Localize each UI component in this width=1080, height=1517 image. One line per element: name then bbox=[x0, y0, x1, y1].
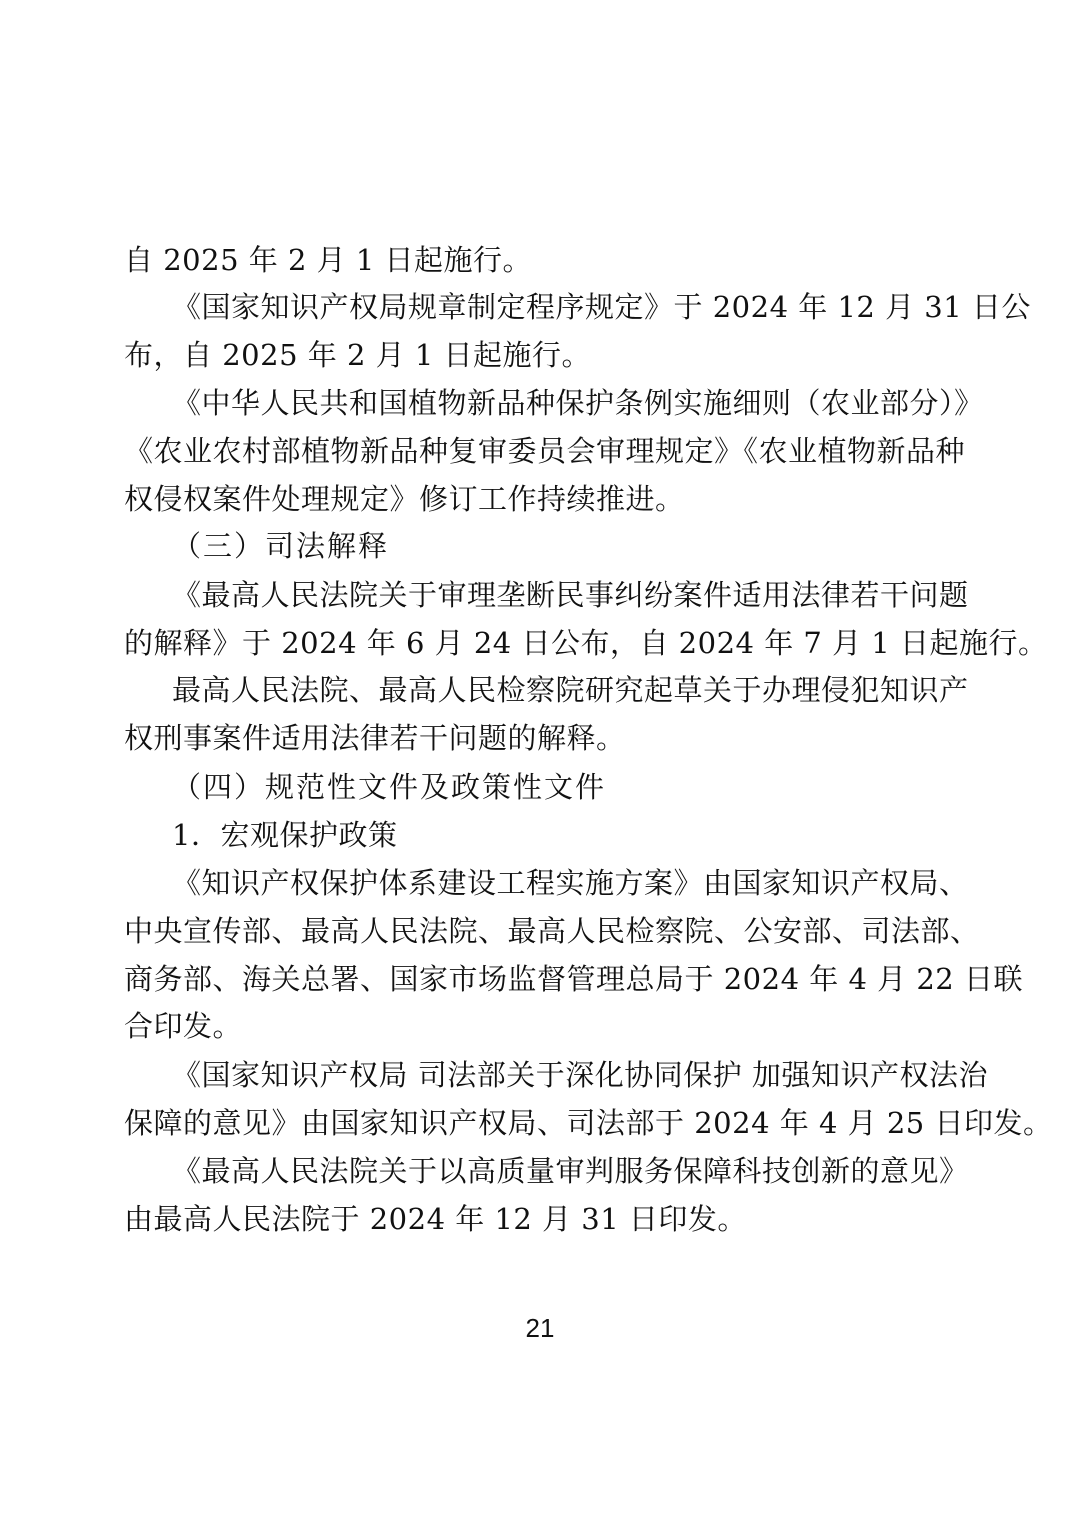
text-line: 中央宣传部、最高人民法院、最高人民检察院、公安部、司法部、 bbox=[124, 914, 980, 948]
text-line: 保障的意见》由国家知识产权局、司法部于 2024 年 4 月 25 日印发。 bbox=[124, 1106, 1053, 1140]
text-line: 最高人民法院、最高人民检察院研究起草关于办理侵犯知识产 bbox=[172, 673, 969, 707]
text-line: 权刑事案件适用法律若干问题的解释。 bbox=[124, 721, 626, 755]
text-line: 《国家知识产权局规章制定程序规定》于 2024 年 12 月 31 日公 bbox=[172, 290, 1031, 324]
page-number: 21 bbox=[525, 1313, 555, 1343]
text-line: 自 2025 年 2 月 1 日起施行。 bbox=[124, 243, 533, 277]
text-line: 《知识产权保护体系建设工程实施方案》由国家知识产权局、 bbox=[172, 866, 969, 900]
text-line: 《国家知识产权局 司法部关于深化协同保护 加强知识产权法治 bbox=[172, 1058, 988, 1092]
text-line: 《中华人民共和国植物新品种保护条例实施细则（农业部分）》 bbox=[172, 386, 984, 420]
text-line: 合印发。 bbox=[124, 1009, 243, 1043]
text-line: 的解释》于 2024 年 6 月 24 日公布，自 2024 年 7 月 1 日起施行。 bbox=[124, 626, 1048, 660]
text-line: 《最高人民法院关于审理垄断民事纠纷案件适用法律若干问题 bbox=[172, 578, 969, 612]
text-line: 布，自 2025 年 2 月 1 日起施行。 bbox=[124, 338, 592, 372]
subsection-heading: 1．宏观保护政策 bbox=[172, 818, 398, 852]
section-heading: （四）规范性文件及政策性文件 bbox=[172, 770, 607, 804]
text-line: 《农业农村部植物新品种复审委员会审理规定》《农业植物新品种 bbox=[124, 434, 966, 468]
text-line: 商务部、海关总署、国家市场监督管理总局于 2024 年 4 月 22 日联 bbox=[124, 962, 1023, 996]
section-heading: （三）司法解释 bbox=[172, 529, 390, 563]
text-line: 《最高人民法院关于以高质量审判服务保障科技创新的意见》 bbox=[172, 1154, 969, 1188]
text-line: 权侵权案件处理规定》修订工作持续推进。 bbox=[124, 482, 685, 516]
text-line: 由最高人民法院于 2024 年 12 月 31 日印发。 bbox=[124, 1202, 747, 1236]
